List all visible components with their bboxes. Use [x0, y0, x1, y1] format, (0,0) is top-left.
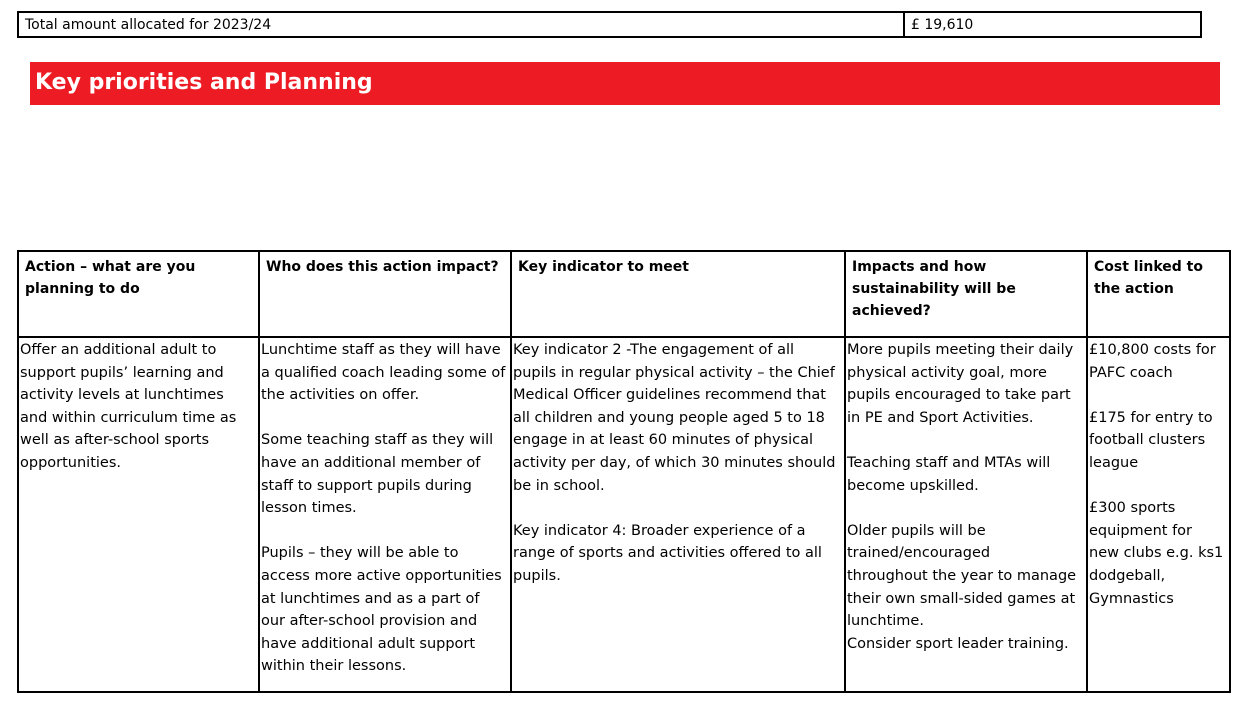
cost-league-entry: £175 for entry to football clusters league [1089, 409, 1213, 471]
header-who-impacted: Who does this action impact? [259, 251, 511, 337]
cell-cost [1087, 337, 1230, 692]
sustainability-daily-goal: More pupils meeting their daily physical activity goal, more pupils encouraged to take part in PE and Sport Activities. [847, 342, 1074, 426]
header-row [18, 251, 1230, 337]
impact-lunchtime-staff: Lunchtime staff as they will have a qualified coach leading some of the activities on offer. [261, 342, 506, 404]
cost-coach: £10,800 costs for PAFC coach [1089, 342, 1216, 381]
cost-equipment: £300 sports equipment for new clubs e.g. ks1 dodgeball, Gymnastics [1089, 500, 1224, 607]
indicator-2: Key indicator 2 -The engagement of all pupils in regular physical activity – the Chief Medical Officer guidelines recommend that all children and young people aged 5 to 18 engage in at least 60 minutes of physical activity per day, of which 30 minutes should be in school. [513, 342, 836, 494]
impact-pupils: Pupils – they will be able to access more active opportunities at lunchtimes and as a part of our after-school provision and have additional adult support within their lessons. [261, 545, 502, 675]
planning-table [17, 250, 1231, 693]
header-impacts-sustainability: Impacts and how sustainability will be achieved? [845, 251, 1087, 337]
sustainability-older-pupils: Older pupils will be trained/encouraged throughout the year to manage their own small-sided games at lunchtime. [847, 522, 1077, 630]
section-title: Key priorities and Planning [30, 62, 1220, 105]
header-cost: Cost linked to the action [1087, 251, 1230, 337]
cell-action [18, 337, 259, 692]
cell-key-indicator [511, 337, 845, 692]
cell-who-impacted [259, 337, 511, 692]
impact-teaching-staff: Some teaching staff as they will have an additional member of staff to support pupils during lesson times. [261, 432, 494, 517]
sustainability-leader-training: Consider sport leader training. [847, 635, 1069, 652]
table-row [18, 337, 1230, 692]
indicator-4: Key indicator 4: Broader experience of a range of sports and activities offered to all pupils. [513, 522, 822, 584]
cell-impacts-sustainability [845, 337, 1087, 692]
allocation-label: Total amount allocated for 2023/24 [19, 13, 905, 36]
allocation-box [17, 11, 1202, 38]
header-action: Action – what are you planning to do [18, 251, 259, 337]
sustainability-upskilled: Teaching staff and MTAs will become upskilled. [847, 454, 1051, 494]
header-key-indicator: Key indicator to meet [511, 251, 845, 337]
allocation-amount: £ 19,610 [911, 17, 974, 33]
action-text: Offer an additional adult to support pupils’ learning and activity levels at lunchtimes and within curriculum time as well as after-school sports opportunities. [20, 342, 237, 471]
